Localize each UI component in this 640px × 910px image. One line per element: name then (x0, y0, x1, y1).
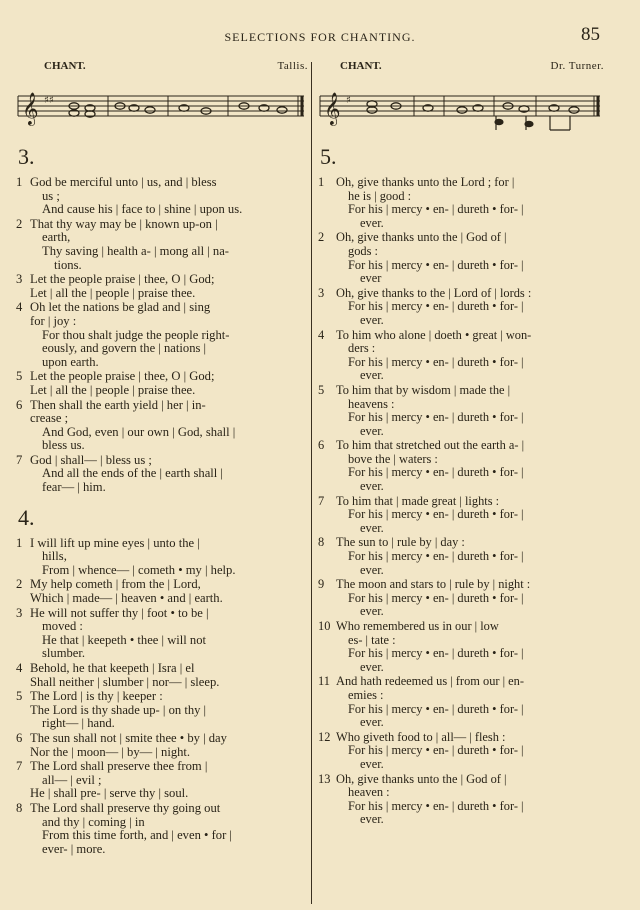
verse-number: 7 (318, 493, 325, 508)
verse-line: God be merciful unto | us, and | bless (30, 175, 217, 189)
verse-line: ever. (360, 812, 384, 827)
verse-line: ever. (360, 479, 384, 494)
verse-line: emies : (348, 687, 384, 702)
verse-line: Oh, give thanks unto the | God of | (336, 771, 507, 786)
verse (16, 802, 308, 856)
svg-text:𝄞: 𝄞 (22, 92, 39, 125)
verse-number: 3 (16, 605, 23, 620)
verse-number: 9 (318, 577, 325, 592)
verse-number: 12 (318, 729, 331, 744)
verse-line: ever. (360, 423, 384, 438)
verse-line: Let the people praise | thee, O | God; (30, 272, 215, 287)
chant-label: CHANT. (44, 60, 86, 72)
verse-line: And all the ends of the | earth shall | (42, 466, 223, 481)
verse (318, 675, 604, 729)
verse-line: bove the | waters : (348, 451, 438, 466)
verse-line: For his | mercy • en- | dureth • for- | (348, 354, 524, 369)
verse-number: 1 (318, 175, 325, 189)
verse-line: Let the people praise | thee, O | God; (30, 369, 215, 384)
verse-line: all— | evil ; (42, 772, 102, 787)
verse-line: For his | mercy • en- | dureth • for- | (348, 465, 524, 480)
svg-text:♯♯: ♯♯ (44, 95, 54, 106)
verse-line: Which | made— | heaven • and | earth. (30, 591, 223, 606)
verse-number: 5 (16, 369, 23, 384)
svg-text:𝄞: 𝄞 (324, 92, 341, 125)
verse-line: ever. (360, 215, 384, 230)
verse (318, 731, 604, 772)
verse-line: crease ; (30, 411, 69, 426)
verse-line: The Lord | is thy | keeper : (30, 689, 163, 704)
verse-line: He will not suffer thy | foot • to be | (30, 605, 209, 620)
verse-line: The moon and stars to | rule by | night : (336, 577, 531, 592)
verse (318, 439, 604, 493)
verse-line: Shall neither | slumber | nor— | sleep. (30, 674, 220, 689)
page-number: 85 (581, 24, 600, 45)
verse-number: 4 (318, 327, 325, 342)
psalm-number: 4. (18, 504, 35, 530)
verse-line: That thy way may be | known up-on | (30, 216, 218, 231)
psalm-number: 3. (18, 144, 35, 169)
verse-line: The Lord shall preserve thee from | (30, 759, 208, 774)
verse (318, 578, 604, 619)
verse-number: 4 (16, 661, 23, 675)
verse-line: For his | mercy • en- | dureth • for- | (348, 590, 524, 605)
verse-number: 1 (16, 175, 23, 189)
verse-line: right— | hand. (42, 716, 115, 731)
verse-line: es- | tate : (348, 632, 396, 647)
verse-line: Oh, give thanks unto the | God of | (336, 230, 507, 245)
verse-line: ever. (360, 368, 384, 383)
verse-line: The Lord is thy shade up- | on thy | (30, 702, 207, 717)
verse (318, 329, 604, 383)
verse-line: I will lift up mine eyes | unto the | (30, 535, 200, 550)
verse-line: For his | mercy • en- | dureth • for- | (348, 410, 524, 425)
verse-line: For his | mercy • en- | dureth • for- | (348, 257, 524, 272)
chant-composer: Tallis. (277, 60, 308, 72)
verse-line: For his | mercy • en- | dureth • for- | (348, 743, 524, 758)
verse-line: Nor the | moon— | by— | night. (30, 744, 191, 759)
verse-number: 5 (16, 689, 23, 704)
verse-line: ever- | more. (42, 841, 106, 856)
verse (318, 495, 604, 536)
verse-line: tions. (54, 257, 82, 272)
verse-line: For his | mercy • en- | dureth • for- | (348, 202, 524, 217)
verse (16, 537, 308, 578)
verse-line: ders : (348, 341, 376, 356)
verse-line: To him who alone | doeth • great | won- (336, 327, 532, 342)
chant-composer: Dr. Turner. (550, 60, 604, 72)
verse-line: he is | good : (348, 188, 412, 203)
verse-line: For his | mercy • en- | dureth • for- | (348, 701, 524, 716)
verse-line: For his | mercy • en- | dureth • for- | (348, 299, 524, 314)
music-staff (16, 76, 308, 134)
verse-line: Oh, give thanks unto the Lord ; for | (336, 175, 515, 189)
verse-line: The Lord shall preserve thy going out (30, 800, 221, 815)
verse-line: God | shall— | bless us ; (30, 452, 152, 467)
verse-number: 1 (16, 535, 23, 550)
verse-line: ever. (360, 715, 384, 730)
verse-line: And cause his | face to | shine | upon us. (42, 202, 243, 217)
verse-line: eously, and govern the | nations | (42, 341, 207, 356)
svg-text:♯: ♯ (346, 95, 351, 106)
verse-line: For his | mercy • en- | dureth • for- | (348, 646, 524, 661)
left-column (16, 60, 308, 857)
verse-number: 2 (16, 577, 23, 592)
verse (318, 773, 604, 827)
verse-number: 10 (318, 619, 331, 633)
verse-line: He that | keepeth • thee | will not (42, 632, 207, 647)
verse-line: For his | mercy • en- | dureth • for- | (348, 549, 524, 564)
verse-number: 6 (16, 397, 23, 412)
verse-number: 8 (16, 800, 23, 815)
running-title: SELECTIONS FOR CHANTING. (224, 30, 416, 44)
verse-line: earth, (42, 230, 71, 245)
verse-number: 3 (16, 272, 23, 287)
verse-line: From this time forth, and | even • for | (42, 828, 232, 843)
verse-line: Who remembered us in our | low (336, 619, 499, 633)
verse-number: 11 (318, 674, 330, 689)
left-psalm-list (16, 146, 308, 856)
verse (16, 732, 308, 759)
verse-line: The sun to | rule by | day : (336, 535, 465, 550)
verse (16, 399, 308, 453)
verse (16, 662, 308, 689)
chant-header (318, 60, 604, 74)
verse-line: ever (360, 271, 382, 286)
verse (318, 176, 604, 230)
verse (16, 760, 308, 801)
staff-notation-graphic (16, 76, 306, 134)
verse-line: Let | all the | people | praise thee. (30, 382, 196, 397)
right-column (318, 60, 604, 828)
psalm-number: 5. (320, 144, 337, 169)
verse-line: hills, (42, 549, 67, 564)
verse-line: And God, even | our own | God, shall | (42, 424, 236, 439)
verse-line: for | joy : (30, 313, 77, 328)
staff-notation-graphic (318, 76, 602, 134)
verse-line: ever. (360, 312, 384, 327)
verse (318, 231, 604, 285)
verse (16, 176, 308, 217)
verse (16, 454, 308, 495)
music-staff (318, 76, 604, 134)
verse (318, 536, 604, 577)
right-psalm-list (318, 146, 604, 827)
verse-line: Then shall the earth yield | her | in- (30, 397, 206, 412)
verse (318, 384, 604, 438)
verse-line: Oh, give thanks to the | Lord of | lords : (336, 285, 532, 300)
verse-number: 13 (318, 771, 331, 786)
verse-line: To him that by wisdom | made the | (336, 382, 511, 397)
verse-line: gods : (348, 243, 378, 258)
verse-line: To him that | made great | lights : (336, 493, 500, 508)
verse-number: 6 (318, 438, 325, 453)
verse-number: 2 (16, 216, 23, 231)
verse-number: 5 (318, 382, 325, 397)
verse-line: Let | all the | people | praise thee. (30, 285, 196, 300)
verse-number: 4 (16, 300, 23, 315)
verse-number: 8 (318, 535, 325, 550)
psalm-text (318, 176, 604, 827)
verse-line: And hath redeemed us | from our | en- (336, 674, 525, 689)
verse-line: ever. (360, 520, 384, 535)
verse (318, 287, 604, 328)
verse-line: slumber. (42, 646, 86, 661)
verse-number: 3 (318, 285, 325, 300)
verse (318, 620, 604, 674)
verse-line: For thou shalt judge the people right- (42, 327, 230, 342)
verse-line: For his | mercy • en- | dureth • for- | (348, 798, 524, 813)
verse-line: heaven : (348, 785, 390, 800)
verse-line: ever. (360, 756, 384, 771)
chant-label: CHANT. (340, 60, 382, 72)
verse-line: He | shall pre- | serve thy | soul. (30, 786, 189, 801)
verse-line: Behold, he that keepeth | Isra | el (30, 661, 195, 675)
verse (16, 301, 308, 369)
verse-line: us ; (42, 188, 60, 203)
verse-line: Oh let the nations be glad and | sing (30, 300, 211, 315)
verse-line: To him that stretched out the earth a- | (336, 438, 525, 453)
verse-line: ever. (360, 604, 384, 619)
verse-line: From | whence— | cometh • my | help. (42, 562, 236, 577)
verse-line: Who giveth food to | all— | flesh : (336, 729, 506, 744)
verse (16, 607, 308, 661)
verse-line: moved : (42, 619, 83, 634)
psalm-text (16, 537, 308, 857)
verse (16, 690, 308, 731)
verse-line: ever. (360, 562, 384, 577)
chant-header (16, 60, 308, 74)
verse-line: My help cometh | from the | Lord, (30, 577, 201, 592)
verse-line: and thy | coming | in (42, 814, 145, 829)
verse-line: The sun shall not | smite thee • by | day (30, 730, 227, 745)
verse (16, 578, 308, 605)
verse-number: 6 (16, 730, 23, 745)
verse-line: Thy saving | health a- | mong all | na- (42, 243, 229, 258)
verse (16, 218, 308, 272)
verse-number: 7 (16, 452, 23, 467)
verse (16, 370, 308, 397)
verse-line: heavens : (348, 396, 395, 411)
verse-line: bless us. (42, 438, 85, 453)
verse-number: 7 (16, 759, 23, 774)
column-divider (311, 62, 312, 904)
verse-line: fear— | him. (42, 480, 106, 495)
verse-line: For his | mercy • en- | dureth • for- | (348, 507, 524, 522)
verse-line: upon earth. (42, 354, 99, 369)
verse-number: 2 (318, 230, 325, 245)
verse-line: ever. (360, 659, 384, 674)
verse (16, 273, 308, 300)
psalm-text (16, 176, 308, 495)
